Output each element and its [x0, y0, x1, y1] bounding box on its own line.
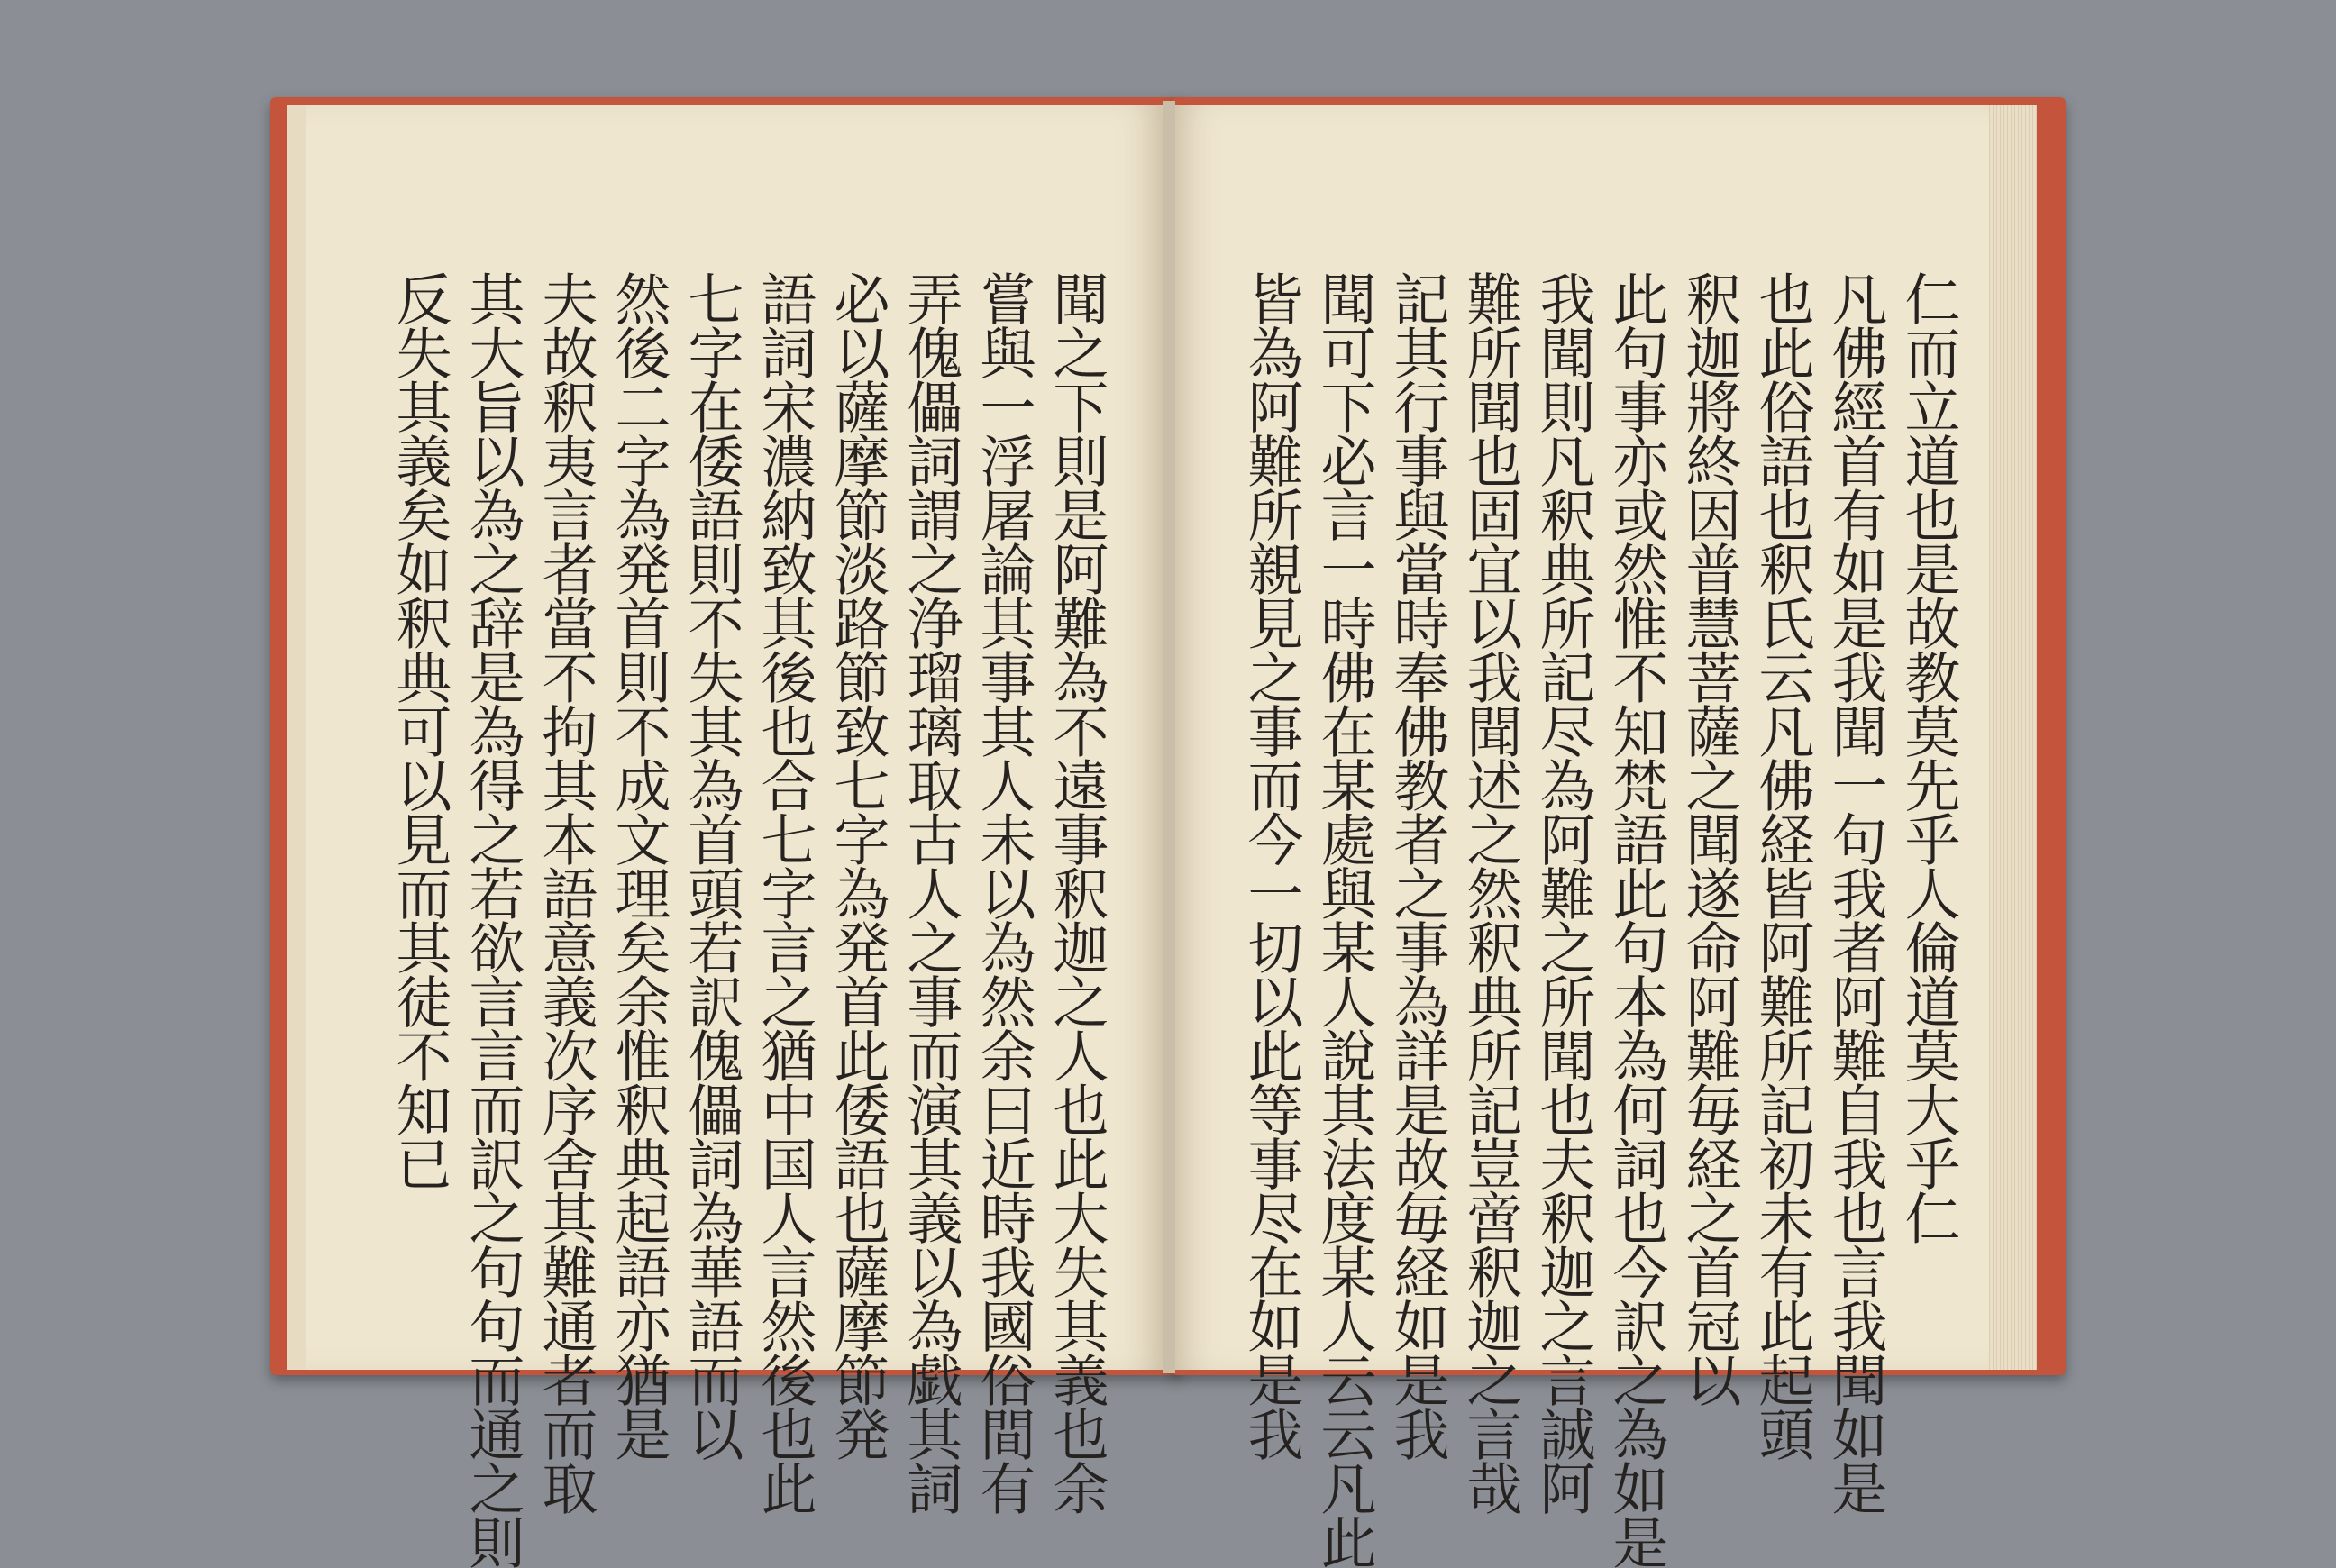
text-column: 記其行事與當時奉佛教者之事為詳是故毎経如是我	[1384, 270, 1450, 1460]
text-column: 難所聞也固宜以我聞述之然釈典所記豈啻釈迦之言哉	[1457, 270, 1523, 1514]
text-column: 仁而立道也是故教莫先乎人倫道莫大乎仁	[1895, 270, 1961, 1244]
text-column: 七字在倭語則不失其為首頭若訳傀儡詞為華語而以	[679, 270, 744, 1460]
left-page-text	[374, 270, 1113, 1568]
text-column: 弄傀儡詞謂之浄瑠璃取古人之事而演其義以為戯其詞	[898, 270, 963, 1514]
text-column: 凡佛經首有如是我聞一句我者阿難自我也言我聞如是	[1822, 270, 1888, 1514]
text-column: 反失其義矣如釈典可以見而其徒不知已	[387, 270, 452, 1190]
page-stack-right	[1983, 105, 2037, 1370]
text-column: 其大旨以為之辞是為得之若欲言言而訳之句句而通之則	[460, 270, 525, 1568]
text-column: 此句事亦或然惟不知梵語此句本為何詞也今訳之為如是	[1603, 270, 1669, 1568]
right-page-text	[1235, 270, 1965, 1568]
book-gutter	[1163, 101, 1175, 1373]
text-column: 皆為阿難所親見之事而今一切以此等事尽在如是我	[1238, 270, 1304, 1460]
text-column: 我聞則凡釈典所記尽為阿難之所聞也夫釈迦之言誠阿	[1530, 270, 1596, 1514]
text-column: 夫故釈夷言者當不拘其本語意義次序舍其難通者而取	[533, 270, 598, 1514]
text-column: 也此俗語也釈氏云凡佛経皆阿難所記初未有此起頭	[1749, 270, 1815, 1460]
text-column: 聞之下則是阿難為不遠事釈迦之人也此大失其義也余	[1044, 270, 1109, 1514]
text-column: 必以薩摩節淡路節致七字為発首此倭語也薩摩節発	[825, 270, 890, 1460]
text-column: 聞可下必言一時佛在某處與某人說其法度某人云云凡此	[1311, 270, 1377, 1568]
text-column: 釈迦將終因普慧菩薩之聞遂命阿難毎経之首冠以	[1676, 270, 1742, 1406]
text-column: 嘗與一浮屠論其事其人未以為然余曰近時我國俗間有	[971, 270, 1036, 1514]
text-column: 語詞宋濃納致其後也合七字言之猶中国人言然後也此	[752, 270, 817, 1514]
text-column: 然後二字為発首則不成文理矣余惟釈典起語亦猶是	[606, 270, 671, 1460]
